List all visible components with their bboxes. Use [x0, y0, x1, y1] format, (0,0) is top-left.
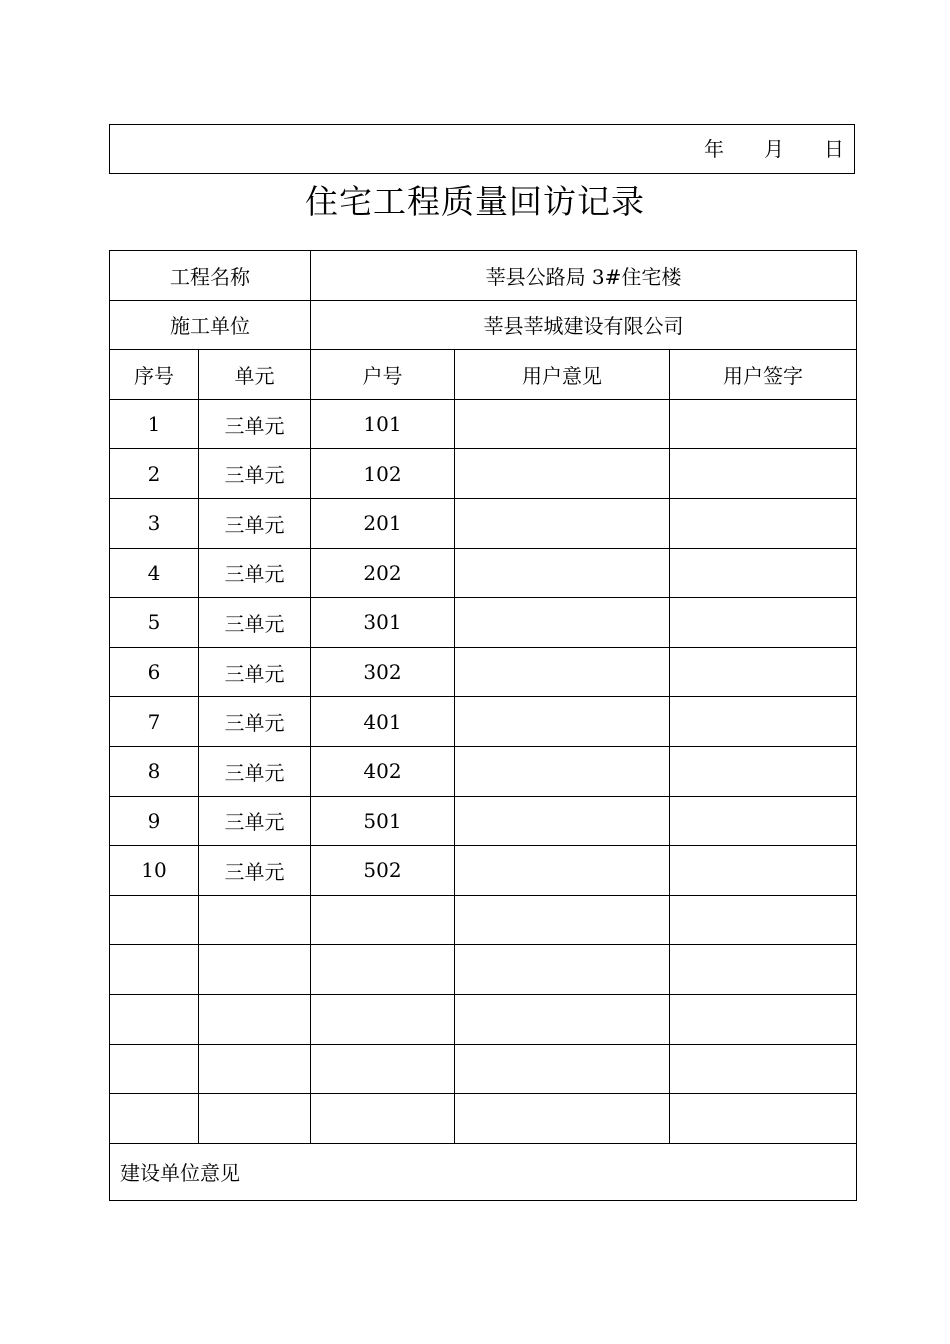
- cell-opinion[interactable]: [455, 647, 670, 697]
- cell-signature[interactable]: [670, 697, 857, 747]
- cell-no: 8: [110, 746, 199, 796]
- cell-opinion[interactable]: [455, 1044, 670, 1094]
- cell-unit: [199, 1044, 311, 1094]
- table-row: [110, 1094, 857, 1144]
- table-row: [110, 399, 857, 449]
- cell-signature[interactable]: [670, 498, 857, 548]
- project-name-label: 工程名称: [110, 251, 311, 301]
- project-name-value[interactable]: 莘县公路局 3#住宅楼: [311, 251, 857, 301]
- cell-opinion[interactable]: [455, 498, 670, 548]
- cell-signature[interactable]: [670, 1094, 857, 1144]
- cell-signature[interactable]: [670, 1044, 857, 1094]
- cell-room: 201: [311, 498, 455, 548]
- column-header-row: [110, 350, 857, 400]
- cell-room: 501: [311, 796, 455, 846]
- cell-opinion[interactable]: [455, 945, 670, 995]
- cell-room: 502: [311, 846, 455, 896]
- cell-no: 10: [110, 846, 199, 896]
- cell-unit: 三单元: [199, 399, 311, 449]
- cell-unit: 三单元: [199, 846, 311, 896]
- cell-signature[interactable]: [670, 746, 857, 796]
- cell-no: 3: [110, 498, 199, 548]
- table-row: [110, 945, 857, 995]
- contractor-value[interactable]: 莘县莘城建设有限公司: [311, 300, 857, 350]
- cell-no: 5: [110, 598, 199, 648]
- contractor-label: 施工单位: [110, 300, 311, 350]
- cell-opinion[interactable]: [455, 399, 670, 449]
- table-row: [110, 1044, 857, 1094]
- cell-opinion[interactable]: [455, 697, 670, 747]
- cell-opinion[interactable]: [455, 746, 670, 796]
- table-row: [110, 746, 857, 796]
- cell-signature[interactable]: [670, 598, 857, 648]
- table-row: [110, 647, 857, 697]
- cell-opinion[interactable]: [455, 796, 670, 846]
- cell-unit: [199, 895, 311, 945]
- builder-opinion-row: [110, 1143, 857, 1200]
- cell-unit: 三单元: [199, 498, 311, 548]
- cell-unit: 三单元: [199, 449, 311, 499]
- column-header-unit: 单元: [199, 350, 311, 400]
- cell-opinion[interactable]: [455, 1094, 670, 1144]
- cell-opinion[interactable]: [455, 449, 670, 499]
- cell-room: 401: [311, 697, 455, 747]
- cell-room: [311, 1044, 455, 1094]
- cell-unit: [199, 994, 311, 1044]
- cell-opinion[interactable]: [455, 994, 670, 1044]
- contractor-row: [110, 300, 857, 350]
- cell-no: 4: [110, 548, 199, 598]
- cell-signature[interactable]: [670, 846, 857, 896]
- cell-room: 302: [311, 647, 455, 697]
- cell-opinion[interactable]: [455, 598, 670, 648]
- cell-no: 6: [110, 647, 199, 697]
- cell-unit: 三单元: [199, 746, 311, 796]
- cell-room: 301: [311, 598, 455, 648]
- cell-no: 2: [110, 449, 199, 499]
- table-row: [110, 994, 857, 1044]
- table-row: [110, 895, 857, 945]
- cell-no: [110, 1044, 199, 1094]
- cell-opinion[interactable]: [455, 846, 670, 896]
- cell-no: 7: [110, 697, 199, 747]
- cell-signature[interactable]: [670, 994, 857, 1044]
- cell-opinion[interactable]: [455, 895, 670, 945]
- date-label: 年 月 日: [704, 137, 844, 161]
- builder-opinion-cell[interactable]: 建设单位意见: [110, 1143, 857, 1200]
- column-header-room: 户号: [311, 350, 455, 400]
- table-row: [110, 449, 857, 499]
- table-row: [110, 697, 857, 747]
- column-header-opinion: 用户意见: [455, 350, 670, 400]
- cell-room: 101: [311, 399, 455, 449]
- cell-signature[interactable]: [670, 399, 857, 449]
- table-row: [110, 796, 857, 846]
- cell-signature[interactable]: [670, 895, 857, 945]
- table-row: [110, 598, 857, 648]
- date-box: [109, 124, 855, 174]
- cell-signature[interactable]: [670, 548, 857, 598]
- cell-no: 1: [110, 399, 199, 449]
- project-name-row: [110, 251, 857, 301]
- table-row: [110, 498, 857, 548]
- cell-unit: [199, 1094, 311, 1144]
- cell-unit: 三单元: [199, 796, 311, 846]
- page-title: 住宅工程质量回访记录: [305, 182, 645, 221]
- cell-room: 202: [311, 548, 455, 598]
- cell-signature[interactable]: [670, 945, 857, 995]
- cell-unit: [199, 945, 311, 995]
- cell-room: [311, 945, 455, 995]
- cell-no: [110, 945, 199, 995]
- cell-signature[interactable]: [670, 647, 857, 697]
- cell-room: [311, 994, 455, 1044]
- table-row: [110, 548, 857, 598]
- cell-unit: 三单元: [199, 697, 311, 747]
- column-header-signature: 用户签字: [670, 350, 857, 400]
- cell-unit: 三单元: [199, 647, 311, 697]
- column-header-no: 序号: [110, 350, 199, 400]
- cell-room: [311, 1094, 455, 1144]
- cell-unit: 三单元: [199, 598, 311, 648]
- cell-room: 402: [311, 746, 455, 796]
- cell-no: [110, 994, 199, 1044]
- cell-unit: 三单元: [199, 548, 311, 598]
- cell-signature[interactable]: [670, 449, 857, 499]
- cell-room: 102: [311, 449, 455, 499]
- cell-no: [110, 895, 199, 945]
- cell-no: 9: [110, 796, 199, 846]
- cell-opinion[interactable]: [455, 548, 670, 598]
- cell-no: [110, 1094, 199, 1144]
- table-row: [110, 846, 857, 896]
- visit-record-table: [109, 250, 857, 1201]
- cell-signature[interactable]: [670, 796, 857, 846]
- cell-room: [311, 895, 455, 945]
- record-table-body: [110, 251, 857, 1201]
